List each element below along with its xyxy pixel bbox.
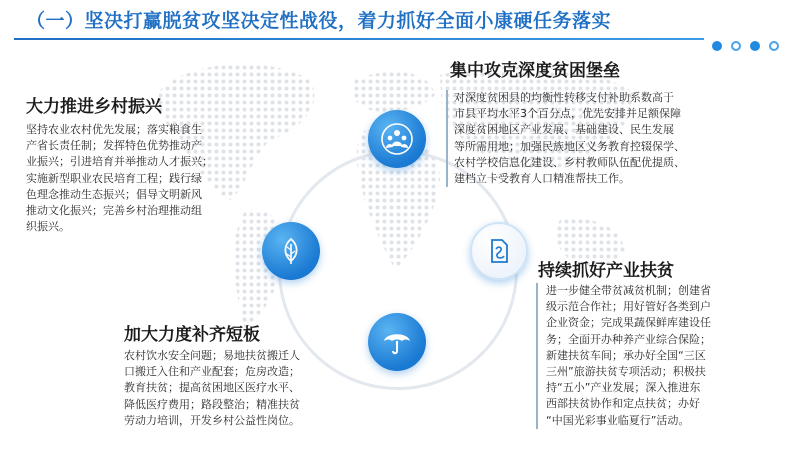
indicator-dot	[731, 41, 741, 51]
document-icon	[485, 237, 513, 265]
umbrella-icon	[381, 326, 413, 358]
indicator-dot	[769, 41, 779, 51]
title-underline	[14, 38, 704, 40]
text-line: 坚持农业农村优先发展；落实粮食生	[26, 123, 202, 136]
text-line: 实施新型职业农民培育工程；践行绿	[26, 171, 202, 185]
text-line: 产省长责任制；发挥特色优势推动产	[26, 139, 202, 153]
text-line: 农村学校信息化建设、乡村教师队伍配优提质、	[454, 155, 685, 169]
text-line: 企业资金；完成果蔬保鲜库建设任	[546, 316, 711, 330]
shortboard-text	[124, 348, 374, 429]
text-line: 建档立卡受教育人口精准帮扶工作。	[454, 172, 630, 186]
deep-poverty-heading: 集中攻克深度贫困堡垒	[450, 61, 620, 81]
text-line: 新建扶贫车间；承办好全国“三区	[546, 348, 706, 362]
leaf-icon	[276, 236, 306, 266]
team-icon-badge	[368, 110, 426, 168]
text-line: 级示范合作社；用好管好各类到户	[546, 300, 711, 314]
text-line: 降低医疗费用；路段整治；精准扶贫	[124, 397, 300, 411]
text-line: 业振兴；引进培育并举推动人才振兴；	[26, 155, 213, 169]
indicator-dot	[712, 41, 722, 51]
text-line: 深度贫困地区产业发展、基础建设、民生发展	[454, 123, 674, 137]
text-line: 等所需用地；加强民族地区义务教育控辍保学、	[454, 139, 685, 153]
text-line: 西部扶贫协作和定点扶贫；办好	[546, 397, 700, 411]
text-line: “中国光彩事业临夏行”活动。	[546, 413, 690, 427]
shortboard-heading: 加大力度补齐短板	[124, 325, 260, 345]
text-line: 教育扶贫；提高贫困地区医疗水平、	[124, 381, 300, 395]
indicator-dot	[750, 41, 760, 51]
team-icon	[380, 122, 414, 156]
page-title: （一）坚决打赢脱贫攻坚决定性战役，着力抓好全面小康硬任务落实	[26, 10, 612, 32]
text-line: 进一步健全带贫减贫机制；创建省	[546, 284, 711, 297]
deep-poverty-text	[446, 90, 794, 187]
text-line: 口搬迁入住和产业配套；危房改造；	[124, 365, 300, 379]
document-icon-badge	[470, 222, 528, 280]
text-line: 市县平均水平3个百分点，优先安排并足额保障	[454, 107, 681, 121]
text-line: 务；全面开办种养产业综合保险；	[546, 332, 711, 346]
text-line: 推动文化振兴；完善乡村治理推动组	[26, 204, 202, 218]
leaf-icon-badge	[262, 222, 320, 280]
text-line: 对深度贫困县的均衡性转移支付补助系数高于	[454, 91, 674, 104]
rural-revitalization-heading: 大力推进乡村振兴	[26, 97, 162, 117]
slide-indicator	[712, 41, 779, 51]
text-line: 持“五小”产业发展；深入推进东	[546, 381, 701, 395]
industry-poverty-text	[536, 283, 786, 429]
industry-poverty-heading: 持续抓好产业扶贫	[538, 261, 674, 281]
umbrella-icon-badge	[368, 313, 426, 371]
text-line: 三州”旅游扶贫专项活动；积极扶	[546, 365, 706, 379]
text-line: 色理念推动生态振兴；倡导文明新风	[26, 187, 202, 201]
text-line: 织振兴。	[26, 220, 70, 234]
text-line: 农村饮水安全问题；易地扶贫搬迁人	[124, 349, 300, 362]
text-line: 劳动力培训，开发乡村公益性岗位。	[124, 413, 300, 427]
rural-revitalization-text	[26, 122, 270, 235]
